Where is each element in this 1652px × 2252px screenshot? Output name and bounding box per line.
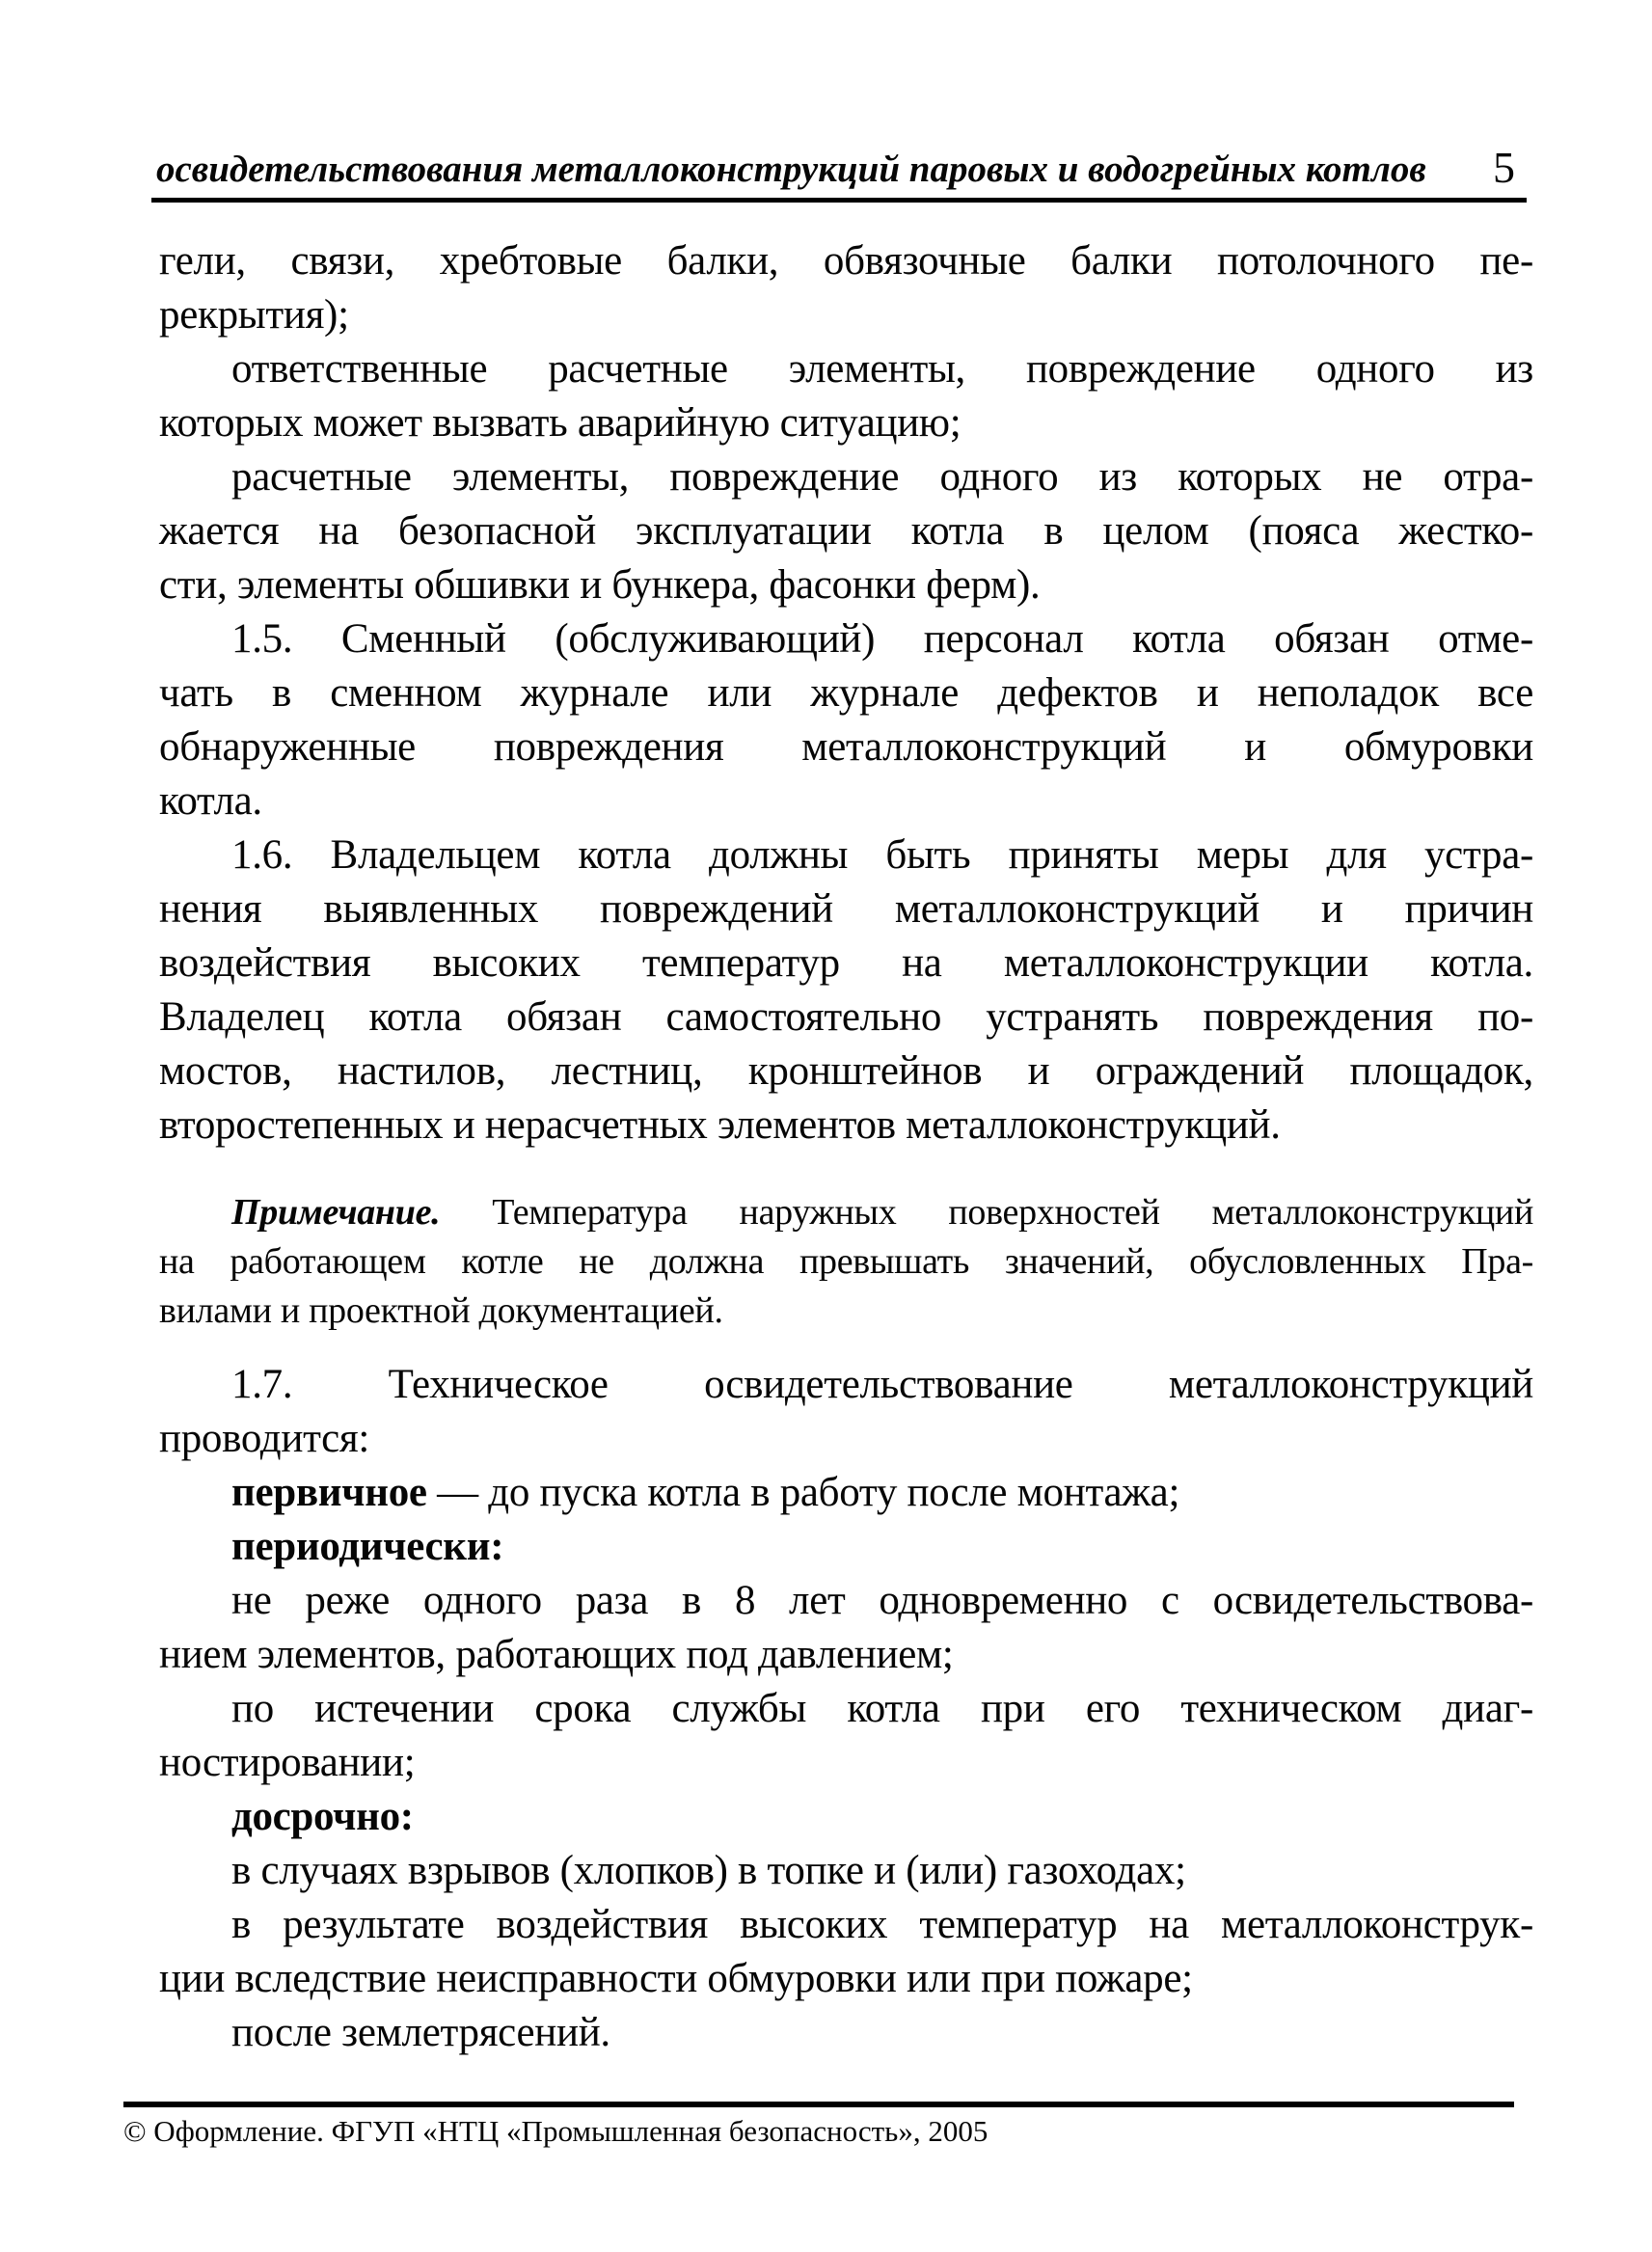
text-segment: в случаях взрывов (хлопков) в топке и (или) газоходах; xyxy=(231,1848,1186,1893)
text-line xyxy=(159,882,1533,936)
text-segment: не реже одного раза в 8 лет одновременно с освидетельствова- xyxy=(231,1578,1533,1623)
copyright-notice: © Оформление. ФГУП «НТЦ «Промышленная безопасность», 2005 xyxy=(123,2114,988,2148)
text-line xyxy=(159,1628,1533,1682)
text-line xyxy=(159,1898,1533,1952)
text-segment: 1.7. Техническое освидетельствование металлоконструкций xyxy=(231,1362,1533,1407)
text-segment: рекрытия); xyxy=(159,292,349,338)
text-segment: проводится: xyxy=(159,1416,369,1461)
text-segment: второстепенных и нерасчетных элементов металлоконструкций. xyxy=(159,1102,1281,1148)
text-segment: 1.6. Владельцем котла должны быть приняты меры для устра- xyxy=(231,832,1533,878)
text-segment: которых может вызвать аварийную ситуацию; xyxy=(159,400,961,446)
text-line xyxy=(159,1682,1533,1736)
text-line xyxy=(159,396,1533,450)
text-line xyxy=(159,1045,1533,1099)
text-segment: мостов, настилов, лестниц, кронштейнов и ограждений площадок, xyxy=(159,1048,1533,1094)
text-line xyxy=(159,1574,1533,1628)
text-segment: Температура наружных поверхностей металлоконструкций xyxy=(440,1192,1533,1233)
text-line xyxy=(159,1287,1533,1336)
text-line xyxy=(159,1237,1533,1287)
text-segment: Владелец котла обязан самостоятельно устранять повреждения по- xyxy=(159,994,1533,1040)
text-segment: чать в сменном журнале или журнале дефектов и неполадок все xyxy=(159,670,1533,716)
text-line xyxy=(159,1790,1533,1844)
text-line xyxy=(159,1520,1533,1574)
text-segment: 1.5. Сменный (обслуживающий) персонал котла обязан отме- xyxy=(231,616,1533,662)
text-segment: досрочно: xyxy=(231,1794,414,1839)
text-line xyxy=(159,1952,1533,2006)
text-segment: вилами и проектной документацией. xyxy=(159,1290,723,1331)
text-line xyxy=(159,1412,1533,1466)
text-segment: после землетрясений. xyxy=(231,2010,610,2055)
text-line xyxy=(159,1736,1533,1790)
text-segment: Примечание. xyxy=(231,1192,441,1233)
footer-rule xyxy=(123,2102,1514,2107)
text-segment: ции вследствие неисправности обмуровки или при пожаре; xyxy=(159,1956,1193,2001)
text-segment: нием элементов, работающих под давлением; xyxy=(159,1632,954,1677)
text-line xyxy=(159,990,1533,1045)
text-segment: периодически: xyxy=(231,1524,504,1569)
text-line xyxy=(159,774,1533,828)
text-line xyxy=(159,288,1533,342)
text-line xyxy=(159,1188,1533,1237)
text-segment: котла. xyxy=(159,778,262,824)
text-segment: по истечении срока службы котла при его техническом диаг- xyxy=(231,1686,1533,1731)
text-line xyxy=(159,720,1533,774)
text-line xyxy=(159,666,1533,720)
text-line xyxy=(159,558,1533,612)
text-line xyxy=(159,2006,1533,2060)
text-line xyxy=(159,342,1533,396)
text-line xyxy=(159,234,1533,288)
text-line xyxy=(159,504,1533,558)
text-segment: сти, элементы обшивки и бункера, фасонки ферм). xyxy=(159,562,1041,608)
text-segment: воздействия высоких температур на металлоконструкции котла. xyxy=(159,940,1533,986)
text-line xyxy=(159,450,1533,504)
text-line xyxy=(159,936,1533,990)
text-segment: ответственные расчетные элементы, повреждение одного из xyxy=(231,346,1533,392)
running-title: освидетельствования металлоконструкций паровых и водогрейных котлов xyxy=(156,149,1426,190)
text-segment: на работающем котле не должна превышать значений, обусловленных Пра- xyxy=(159,1241,1533,1282)
text-segment: в результате воздействия высоких температур на металлоконструк- xyxy=(231,1902,1533,1947)
page-number: 5 xyxy=(1493,143,1515,192)
text-segment: расчетные элементы, повреждение одного из которых не отра- xyxy=(231,454,1533,500)
text-line xyxy=(159,1358,1533,1412)
text-segment: ностировании; xyxy=(159,1740,416,1785)
text-segment: первичное xyxy=(231,1470,427,1515)
text-line xyxy=(159,612,1533,666)
text-segment: гели, связи, хребтовые балки, обвязочные балки потолочного пе- xyxy=(159,238,1533,284)
document-body xyxy=(159,234,1533,2060)
text-segment: нения выявленных повреждений металлоконструкций и причин xyxy=(159,886,1533,932)
text-line xyxy=(159,1099,1533,1153)
text-segment: обнаруженные повреждения металлоконструкций и обмуровки xyxy=(159,724,1533,770)
text-line xyxy=(159,1844,1533,1898)
text-segment: жается на безопасной эксплуатации котла в целом (пояса жестко- xyxy=(159,508,1533,554)
text-line xyxy=(159,828,1533,882)
text-segment: — до пуска котла в работу после монтажа; xyxy=(426,1470,1180,1515)
text-line xyxy=(159,1466,1533,1520)
header-rule xyxy=(151,198,1527,203)
